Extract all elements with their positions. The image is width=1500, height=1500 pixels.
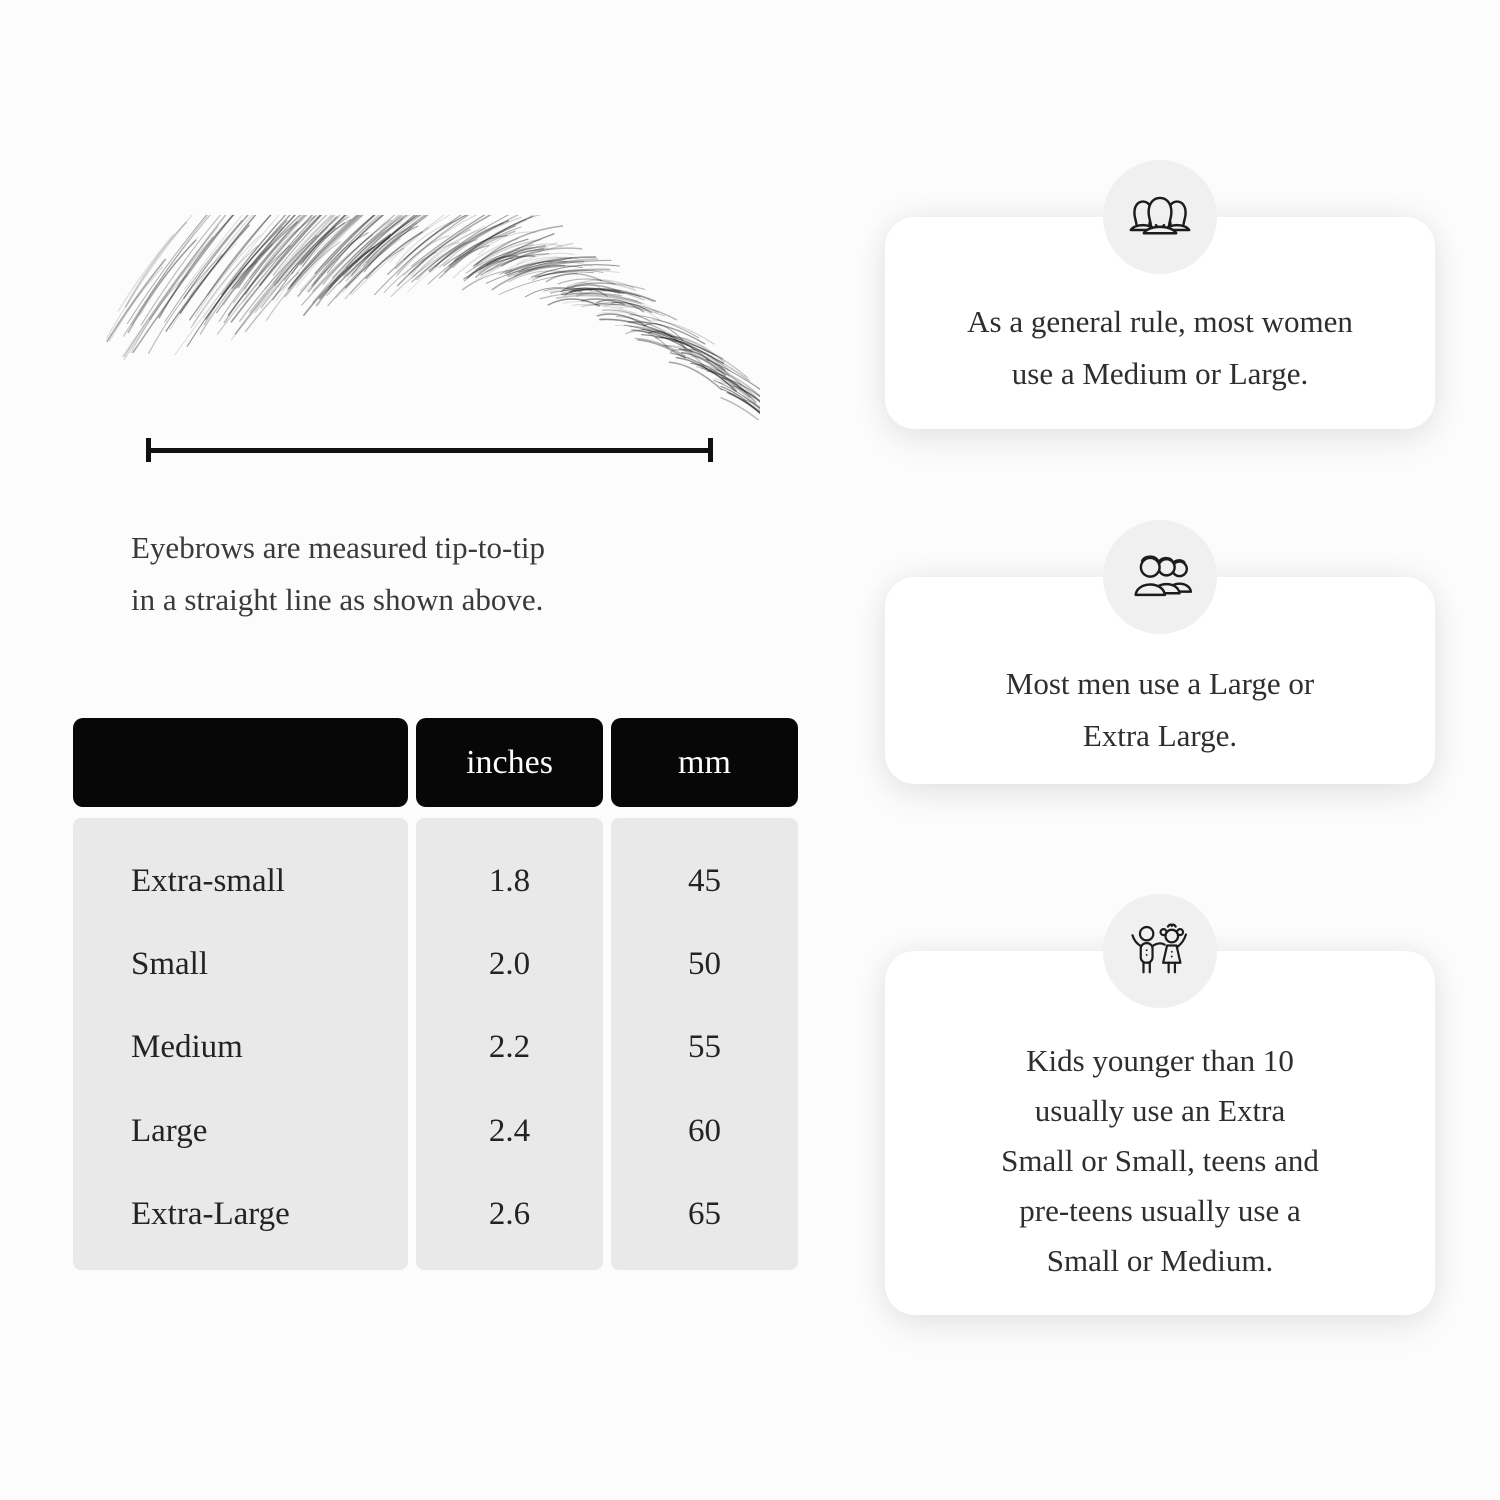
inches-value: 2.2 [488,1028,531,1065]
table-row [73,919,798,1009]
mm-value: 65 [688,1195,721,1232]
card-text-line: use a Medium or Large. [1011,356,1309,391]
table-row [73,1169,798,1259]
card-women-text [885,296,1435,400]
table-header-mm: mm [611,718,798,807]
card-kids-text [885,1036,1435,1286]
size-label: Large [131,1112,208,1149]
card-men-text [885,658,1435,762]
card-text-line: pre-teens usually use a [1019,1193,1301,1228]
card-text-line: Extra Large. [1082,718,1238,753]
eyebrow-illustration [105,215,760,420]
eyebrow-sketch-svg [105,215,760,420]
measurement-endcap-right [708,438,713,462]
mm-value: 60 [688,1112,721,1149]
inches-value: 2.6 [488,1195,531,1232]
card-text-line: Kids younger than 10 [1026,1043,1294,1078]
card-text-line: As a general rule, most women [967,304,1353,339]
mm-value: 50 [688,945,721,982]
card-text-line: Small or Small, teens and [1001,1143,1319,1178]
women-group-icon [1103,160,1217,274]
card-text-line: Small or Medium. [1046,1243,1274,1278]
card-text-line: usually use an Extra [1034,1093,1286,1128]
size-label: Medium [131,1028,243,1065]
measurement-line [146,438,713,462]
size-label: Small [131,945,209,982]
size-table [73,718,798,1270]
table-row [73,1002,798,1092]
mm-value: 55 [688,1028,721,1065]
children-icon [1103,894,1217,1008]
table-header-inches: inches [416,718,603,807]
table-row [73,1086,798,1176]
men-group-icon [1103,520,1217,634]
caption-line: in a straight line as shown above. [131,582,544,617]
inches-value: 2.4 [488,1112,531,1149]
size-label: Extra-Large [131,1195,290,1232]
girl-figure [1161,925,1186,973]
card-text-line: Most men use a Large or [1005,666,1315,701]
measurement-caption [131,522,545,626]
inches-value: 1.8 [488,862,531,899]
table-header-size [73,718,408,807]
table-row [73,836,798,926]
mm-value: 45 [688,862,721,899]
inches-value: 2.0 [488,945,531,982]
measurement-bar [146,448,713,453]
size-label: Extra-small [131,862,285,899]
caption-line: Eyebrows are measured tip-to-tip [131,530,546,565]
